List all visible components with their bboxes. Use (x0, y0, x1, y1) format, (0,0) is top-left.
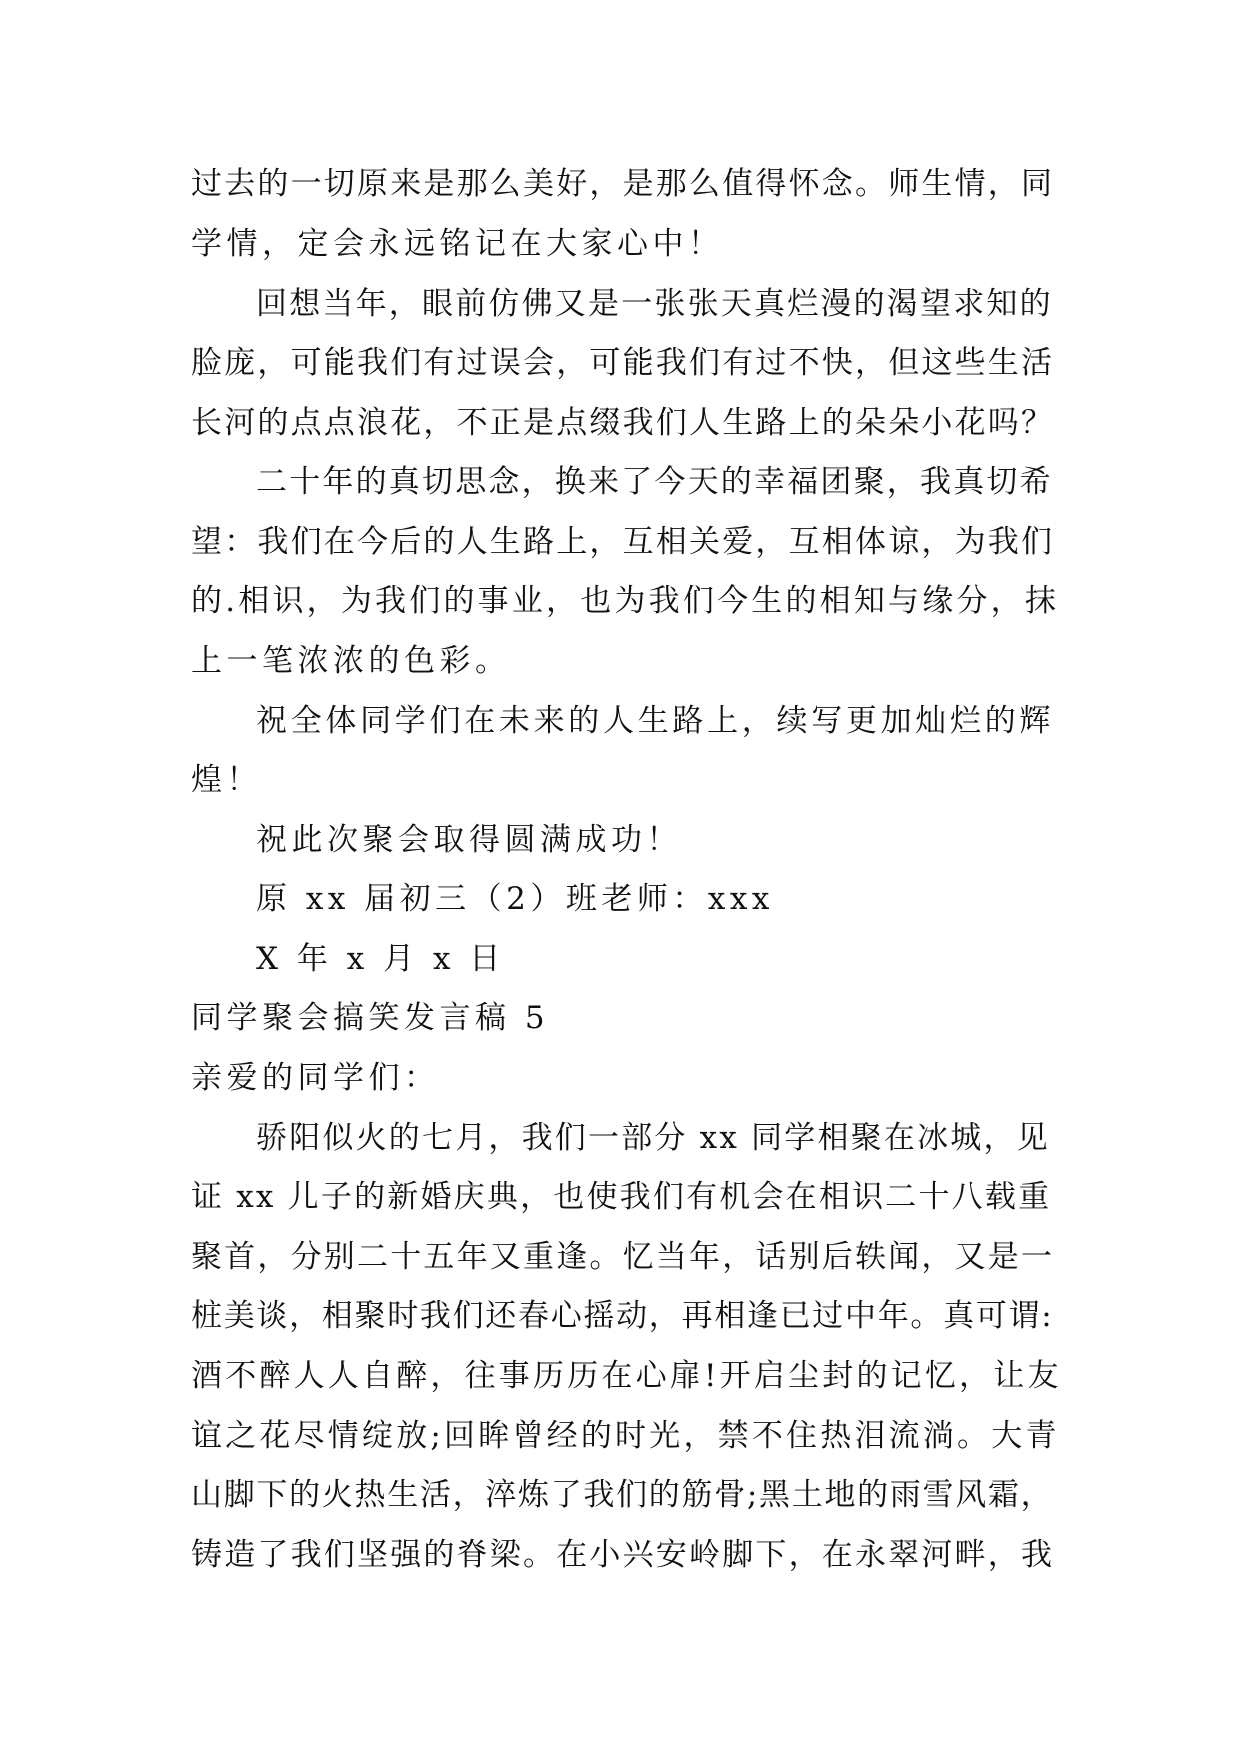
text-line: 过去的一切原来是那么美好，是那么值得怀念。师生情，同 (191, 166, 1055, 202)
text-line: X 年 x 月 x 日 (256, 941, 505, 977)
text-line: 回想当年，眼前仿佛又是一张张天真烂漫的渴望求知的 (256, 286, 1053, 322)
text-line: 聚首，分别二十五年又重逢。忆当年，话别后轶闻，又是一 (191, 1239, 1055, 1275)
text-line: 原 xx 届初三（2）班老师：xxx (256, 881, 774, 917)
text-line: 长河的点点浪花，不正是点缀我们人生路上的朵朵小花吗？ (191, 405, 1055, 441)
text-line: 上一笔浓浓的色彩。 (191, 643, 511, 679)
text-line: 骄阳似火的七月，我们一部分 xx 同学相聚在冰城，见 (256, 1120, 1050, 1156)
text-line: 铸造了我们坚强的脊梁。在小兴安岭脚下，在永翠河畔，我 (191, 1537, 1055, 1573)
text-line: 桩美谈，相聚时我们还春心摇动，再相逢已过中年。真可谓: (191, 1298, 1054, 1334)
text-line: 祝此次聚会取得圆满成功！ (256, 822, 682, 858)
text-line: 脸庞，可能我们有过误会，可能我们有过不快，但这些生活 (191, 345, 1055, 381)
text-line: 祝全体同学们在未来的人生路上，续写更加灿烂的辉 (256, 703, 1055, 739)
text-line: 学情，定会永远铭记在大家心中！ (191, 226, 724, 262)
section-heading: 同学聚会搞笑发言稿 5 (191, 1000, 550, 1036)
text-line: 谊之花尽情绽放;回眸曾经的时光，禁不住热泪流淌。大青 (191, 1418, 1060, 1454)
text-line: 的.相识，为我们的事业，也为我们今生的相知与缘分，抹 (191, 583, 1060, 619)
text-line: 望：我们在今后的人生路上，互相关爱，互相体谅，为我们 (191, 524, 1055, 560)
text-line: 二十年的真切思念，换来了今天的幸福团聚，我真切希 (256, 464, 1053, 500)
text-line: 酒不醉人人自醉，往事历历在心扉!开启尘封的记忆，让友 (191, 1358, 1062, 1394)
text-line: 证 xx 儿子的新婚庆典，也使我们有机会在相识二十八载重 (191, 1179, 1052, 1215)
text-line: 煌！ (191, 762, 262, 798)
text-line: 亲爱的同学们： (191, 1060, 440, 1096)
text-line: 山脚下的火热生活，淬炼了我们的筋骨;黑土地的雨雪风霜， (191, 1477, 1054, 1513)
